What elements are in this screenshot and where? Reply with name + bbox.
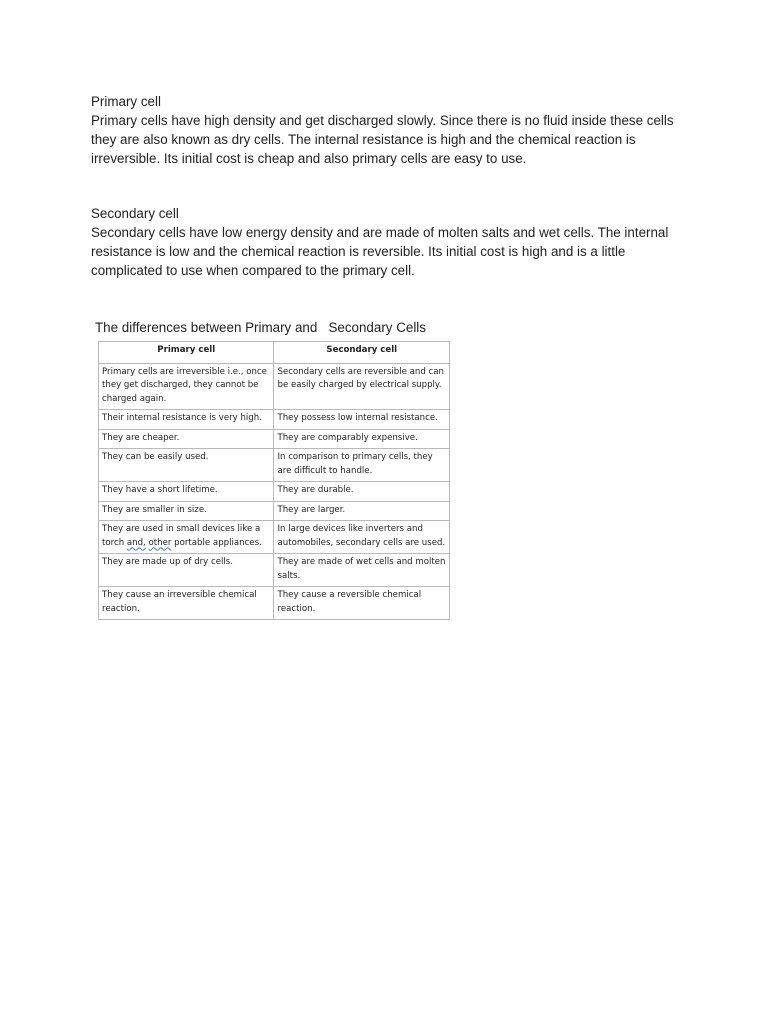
table-cell-primary: They cause an irreversible chemical reaction. [99, 587, 274, 620]
table-cell-secondary: Secondary cells are reversible and can be easily charged by electrical supply. [274, 363, 450, 410]
table-cell-secondary: They are comparably expensive. [274, 429, 450, 449]
table-caption: The differences between Primary and Secondary Cells [95, 320, 426, 335]
primary-cell-paragraph: Primary cells have high density and get discharged slowly. Since there is no fluid inside these cells they are also known as dry cells. The internal resistance is high and the chemical reaction is irreversible. Its initial cost is cheap and also primary cells are easy to use. [91, 113, 674, 166]
table-cell-primary: They are made up of dry cells. [99, 554, 274, 587]
header-primary-cell: Primary cell [99, 342, 274, 364]
table-row [99, 449, 450, 482]
secondary-cell-section [91, 204, 691, 280]
table-cell-primary: They are smaller in size. [99, 501, 274, 521]
table-row [99, 501, 450, 521]
table-cell-primary: They have a short lifetime. [99, 482, 274, 502]
spellcheck-marked-word: and, [126, 537, 146, 548]
table-row [99, 410, 450, 430]
table-row [99, 587, 450, 620]
primary-cell-heading: Primary cell [91, 94, 161, 109]
table-row [99, 363, 450, 410]
table-row [99, 429, 450, 449]
secondary-cell-paragraph: Secondary cells have low energy density and are made of molten salts and wet cells. The internal resistance is low and the chemical reaction is reversible. Its initial cost is high and is a little complicated to use when compared to the primary cell. [91, 225, 669, 278]
header-secondary-cell: Secondary cell [274, 342, 450, 364]
table-cell-secondary: In large devices like inverters and automobiles, secondary cells are used. [274, 521, 450, 554]
table-cell-primary: Primary cells are irreversible i.e., once they get discharged, they cannot be charged again. [99, 363, 274, 410]
table-cell-primary: They are cheaper. [99, 429, 274, 449]
table-cell-primary: They are used in small devices like a torch and, other portable appliances. [99, 521, 274, 554]
table-row [99, 482, 450, 502]
table-cell-secondary: They are durable. [274, 482, 450, 502]
table-cell-secondary: They are made of wet cells and molten salts. [274, 554, 450, 587]
table-cell-secondary: They are larger. [274, 501, 450, 521]
table-cell-secondary: In comparison to primary cells, they are difficult to handle. [274, 449, 450, 482]
primary-cell-section [91, 92, 691, 168]
spellcheck-marked-word: other [148, 537, 172, 548]
table-cell-primary: Their internal resistance is very high. [99, 410, 274, 430]
table-cell-secondary: They cause a reversible chemical reaction. [274, 587, 450, 620]
table-row [99, 521, 450, 554]
table-row [99, 554, 450, 587]
differences-table [98, 341, 450, 620]
table-cell-primary: They can be easily used. [99, 449, 274, 482]
secondary-cell-heading: Secondary cell [91, 206, 179, 221]
table-header-row [99, 342, 450, 364]
table-cell-secondary: They possess low internal resistance. [274, 410, 450, 430]
